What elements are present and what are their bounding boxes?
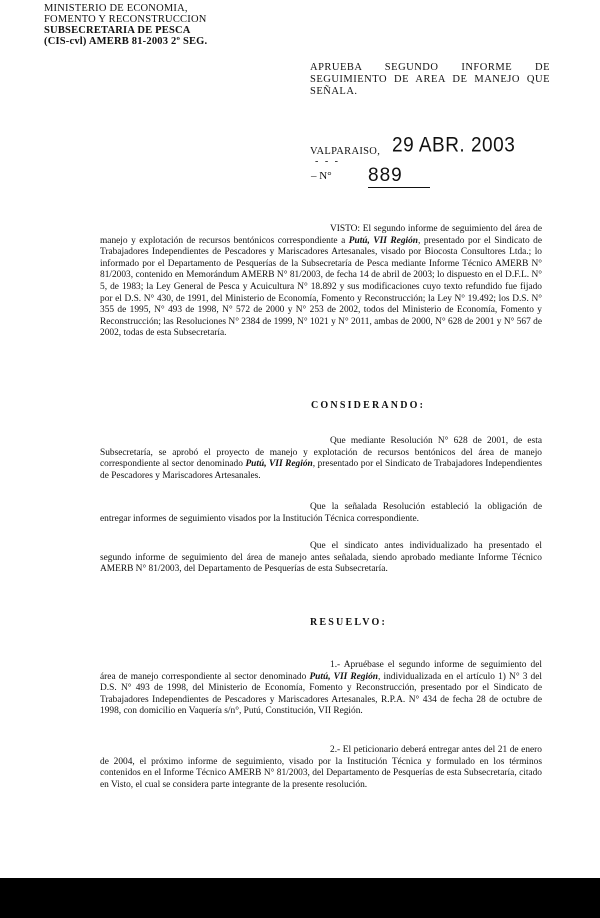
visto-section [100, 224, 542, 340]
document-title: APRUEBA SEGUNDO INFORME DE SEGUIMIENTO DE AREA DE MANEJO QUE SEÑALA. [310, 62, 550, 97]
considerando-p1-block [100, 436, 542, 482]
scan-bottom-border [0, 878, 600, 918]
resuelvo-p2-block [100, 745, 542, 791]
number-prefix: N° [319, 170, 332, 182]
resuelvo-p1-block [100, 660, 542, 718]
ministry-header [44, 3, 207, 47]
number-dash: – [311, 170, 317, 182]
resuelvo-paragraph-1: 1.- Apruébase el segundo informe de seguimiento del área de manejo correspondiente al sector denominado Putú, VII Región, individualizada en el artículo 1) N° 3 del D.S. N° 493 de 1998, del Ministerio de Economía, Fomento y Reconstrucción, presentado por el Sindicato de Trabajadores Independientes de Pescadores y Mariscadores Artesanales, R.P.A. N° 434 de fecha 28 de octubre de 1998, con domicilio en Vaquería s/n°, Putú, Constitución, VII Región. [100, 660, 543, 717]
place-emphasis: Putú, VII Región [309, 671, 378, 682]
place-emphasis: Putú, VII Región [245, 459, 313, 470]
place-emphasis: Putú, VII Región [348, 235, 419, 246]
considerando-paragraph-1: Que mediante Resolución N° 628 de 2001, de esta Subsecretaría, se aprobó el proyecto de manejo y explotación de recursos bentónicos del área de manejo correspondiente al sector denominado Putú, VII Región, presentado por el Sindicato de Trabajadores Independientes de Pescadores y Mariscadores Artesanales. [100, 436, 542, 481]
considerando-paragraph-2: Que la señalada Resolución estableció la obligación de entregar informes de seguimiento visados por la Institución Técnica correspondiente. [100, 502, 542, 524]
number-label-row [311, 170, 332, 182]
considerando-p3-block [100, 541, 542, 576]
resolution-number: 889 [368, 165, 403, 186]
number-dashes: - - - [315, 156, 340, 167]
place-label: VALPARAISO, [310, 146, 381, 157]
number-underline [368, 187, 430, 188]
header-line-1: MINISTERIO DE ECONOMIA, [44, 3, 188, 14]
resuelvo-heading: RESUELVO: [310, 617, 388, 628]
date-stamp: 29 ABR. 2003 [392, 133, 516, 157]
considerando-p2-block [100, 502, 542, 525]
considerando-heading: CONSIDERANDO: [311, 400, 426, 411]
header-line-4: (CIS-cvl) AMERB 81-2003 2º SEG. [44, 36, 208, 47]
header-line-3: SUBSECRETARIA DE PESCA [44, 25, 191, 36]
visto-paragraph: VISTO: El segundo informe de seguimiento del área de manejo y explotación de recursos bentónicos correspondiente a Putú, VII Región, presentado por el Sindicato de Trabajadores Independientes de Pescadores y Mariscadores Artesanales, visado por Biocosta Consultores Ltda.; lo informado por el Departamento de Pesquerías de la Subsecretaría de Pesca mediante Informe Técnico AMERB N° 81/2003, contenido en Memorándum AMERB N° 81/2003, de fecha 14 de abril de 2003; lo dispuesto en el D.F.L. N° 5, de 1983; la Ley General de Pesca y Acuicultura N° 18.892 y sus modificaciones cuyo texto refundido fue fijado por el D.S. N° 430, de 1991, del Ministerio de Economía, Fomento y Reconstrucción; la Ley N° 19.492; los D.S. N° 355 de 1995, N° 493 de 1998, N° 572 de 2000 y N° 253 de 2002, todos del Ministerio de Economía, Fomento y Reconstrucción; las Resoluciones N° 2384 de 1999, N° 1021 y N° 2011, ambas de 2000, N° 628 de 2001 y N° 567 de 2002, todas de esta Subsecretaría. [100, 224, 542, 339]
header-line-2: FOMENTO Y RECONSTRUCCION [44, 14, 207, 25]
resuelvo-paragraph-2: 2.- El peticionario deberá entregar antes del 21 de enero de 2004, el próximo informe de seguimiento, visado por la Institución Técnica y formulado en los términos contenidos en el Informe Técnico AMERB N° 81/2003, del Departamento de Pesquerías de esta Subsecretaría, citado en Visto, el cual se considera parte integrante de la presente resolución. [100, 745, 542, 790]
considerando-paragraph-3: Que el sindicato antes individualizado ha presentado el segundo informe de seguimiento del área de manejo antes señalada, siendo aprobado mediante Informe Técnico AMERB N° 81/2003, del Departamento de Pesquerías de esta Subsecretaría. [100, 541, 542, 575]
